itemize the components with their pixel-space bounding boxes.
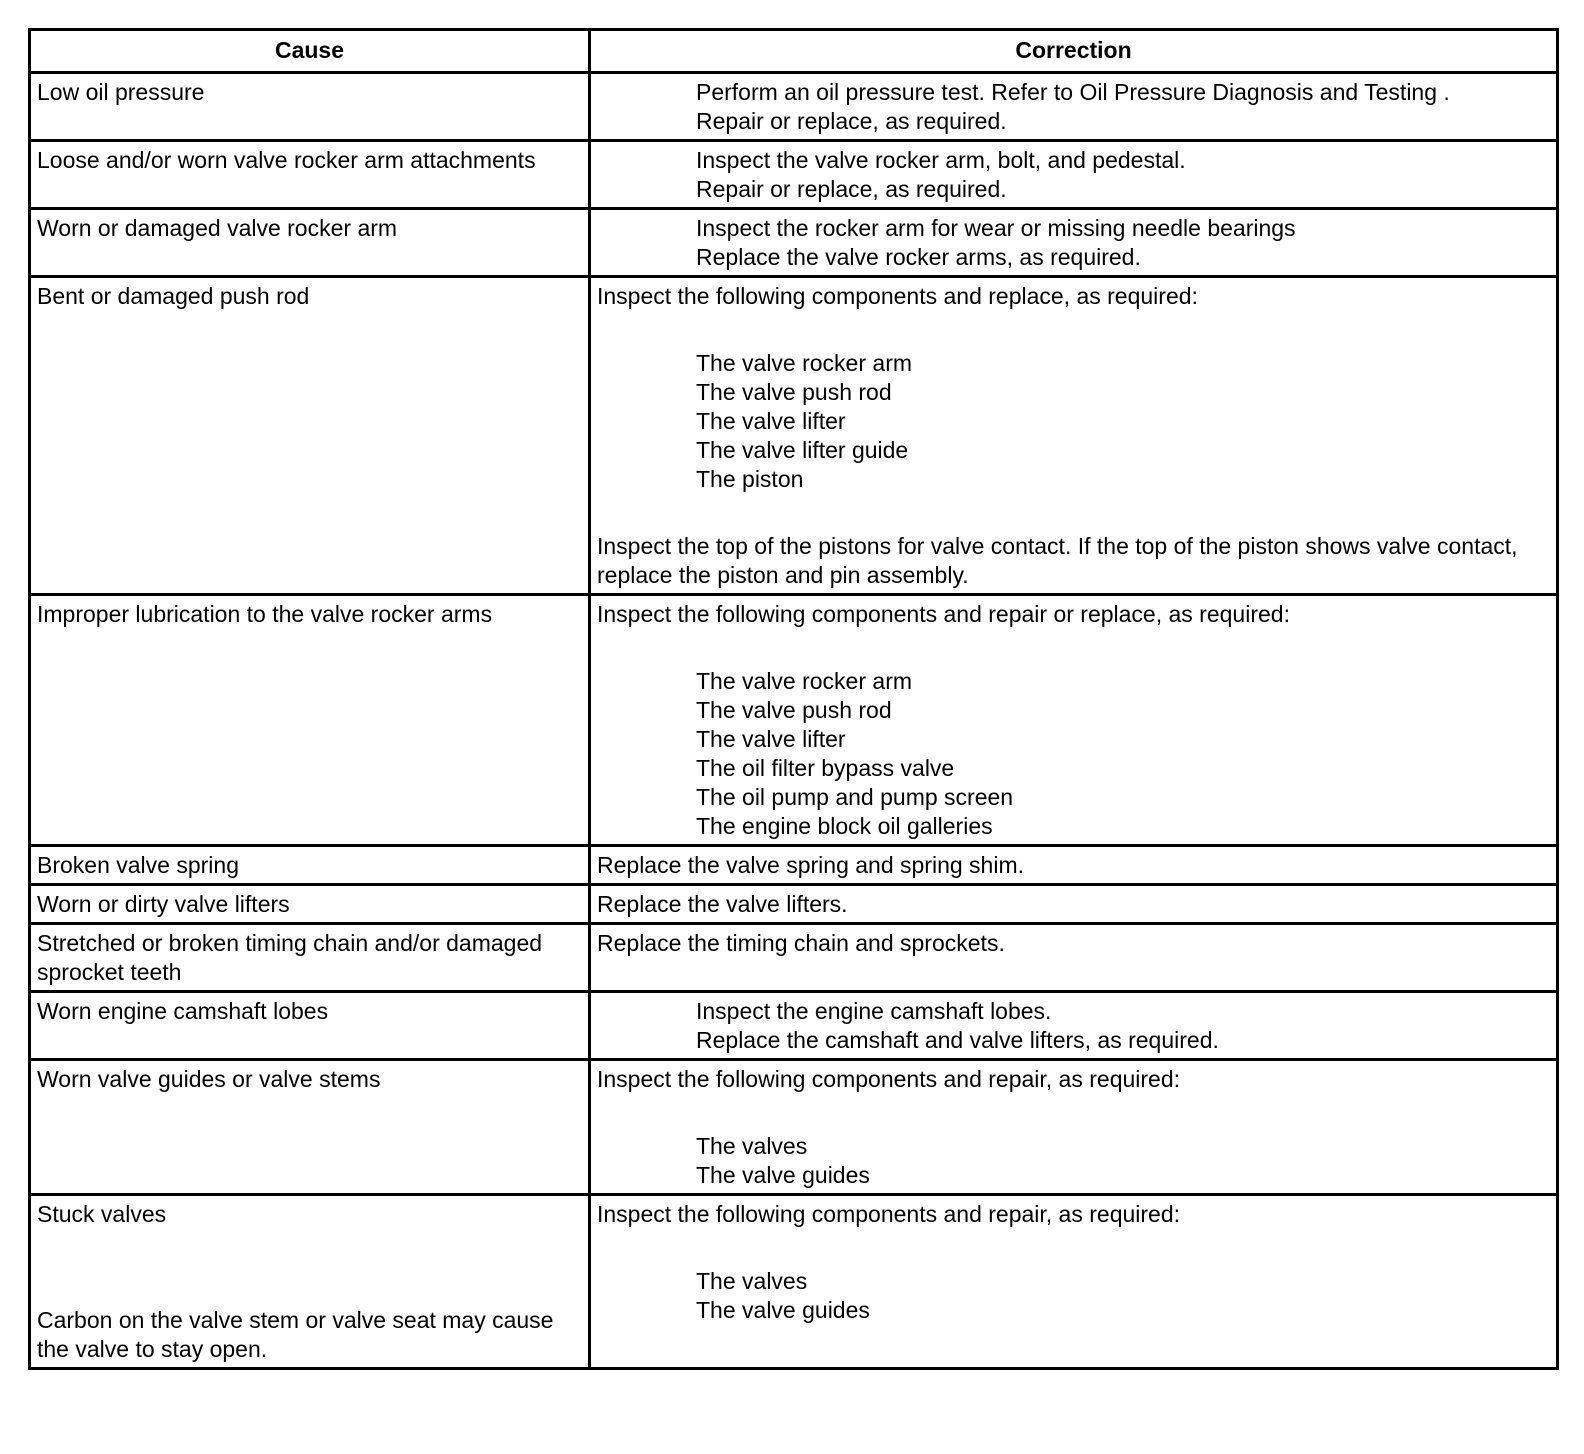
correction-text: Replace the timing chain and sprockets. bbox=[597, 930, 1005, 956]
component-item: The valve guides bbox=[696, 1297, 870, 1323]
cause-text: Improper lubrication to the valve rocker arms bbox=[37, 601, 493, 627]
cause-cell bbox=[30, 209, 590, 277]
correction-cell bbox=[590, 277, 1558, 595]
cause-cell bbox=[30, 885, 590, 924]
header-row bbox=[30, 30, 1558, 73]
cause-cell bbox=[30, 277, 590, 595]
component-item: The valve push rod bbox=[696, 379, 892, 405]
correction-step: Repair or replace, as required. bbox=[696, 108, 1007, 134]
correction-cell bbox=[590, 1060, 1558, 1195]
cause-cell bbox=[30, 141, 590, 209]
component-item: The valve lifter bbox=[696, 408, 846, 434]
component-item: The valve guides bbox=[696, 1162, 870, 1188]
table-row bbox=[30, 277, 1558, 595]
cause-cell bbox=[30, 595, 590, 846]
table-row bbox=[30, 595, 1558, 846]
correction-intro: Inspect the following components and repair, as required: bbox=[597, 1066, 1181, 1092]
table-row bbox=[30, 885, 1558, 924]
cause-note: Carbon on the valve stem or valve seat may cause the valve to stay open. bbox=[37, 1307, 554, 1362]
cause-text: Stretched or broken timing chain and/or damaged sprocket teeth bbox=[37, 930, 543, 985]
correction-cell bbox=[590, 209, 1558, 277]
correction-cell bbox=[590, 885, 1558, 924]
component-item: The valve lifter guide bbox=[696, 437, 909, 463]
correction-step: Inspect the engine camshaft lobes. bbox=[696, 998, 1052, 1024]
component-item: The piston bbox=[696, 466, 804, 492]
correction-cell bbox=[590, 992, 1558, 1060]
cause-text: Worn engine camshaft lobes bbox=[37, 998, 329, 1024]
component-item: The valve rocker arm bbox=[696, 350, 913, 376]
component-item: The oil pump and pump screen bbox=[696, 784, 1014, 810]
table-row bbox=[30, 73, 1558, 141]
cause-text: Worn or damaged valve rocker arm bbox=[37, 215, 398, 241]
component-item: The oil filter bypass valve bbox=[696, 755, 955, 781]
cause-text: Worn or dirty valve lifters bbox=[37, 891, 290, 917]
component-item: The valve push rod bbox=[696, 697, 892, 723]
correction-cell bbox=[590, 846, 1558, 885]
correction-step: Replace the camshaft and valve lifters, as required. bbox=[696, 1027, 1219, 1053]
correction-text: Replace the valve spring and spring shim. bbox=[597, 852, 1025, 878]
cause-cell bbox=[30, 992, 590, 1060]
table-row bbox=[30, 846, 1558, 885]
cause-text: Stuck valves bbox=[37, 1201, 167, 1227]
correction-intro: Inspect the following components and replace, as required: bbox=[597, 283, 1198, 309]
correction-intro: Inspect the following components and repair, as required: bbox=[597, 1201, 1181, 1227]
correction-cell bbox=[590, 1195, 1558, 1369]
cause-text: Loose and/or worn valve rocker arm attachments bbox=[37, 147, 536, 173]
table-row bbox=[30, 1195, 1558, 1369]
cause-text: Low oil pressure bbox=[37, 79, 205, 105]
correction-note: Inspect the top of the pistons for valve contact. If the top of the piston shows valve contact, replace the piston and pin assembly. bbox=[597, 533, 1518, 588]
cause-column-header: Cause bbox=[30, 30, 590, 73]
cause-cell bbox=[30, 1195, 590, 1369]
table-row bbox=[30, 141, 1558, 209]
cause-text: Broken valve spring bbox=[37, 852, 239, 878]
correction-cell bbox=[590, 73, 1558, 141]
table-row bbox=[30, 992, 1558, 1060]
component-item: The valves bbox=[696, 1133, 808, 1159]
table-row bbox=[30, 924, 1558, 992]
component-item: The valves bbox=[696, 1268, 808, 1294]
cause-text: Worn valve guides or valve stems bbox=[37, 1066, 381, 1092]
correction-step: Repair or replace, as required. bbox=[696, 176, 1007, 202]
correction-cell bbox=[590, 924, 1558, 992]
correction-step: Inspect the rocker arm for wear or missing needle bearings bbox=[696, 215, 1296, 241]
correction-step: Perform an oil pressure test. Refer to Oil Pressure Diagnosis and Testing . bbox=[696, 79, 1450, 105]
correction-intro: Inspect the following components and repair or replace, as required: bbox=[597, 601, 1290, 627]
component-item: The valve lifter bbox=[696, 726, 846, 752]
correction-cell bbox=[590, 141, 1558, 209]
cause-cell bbox=[30, 924, 590, 992]
component-item: The engine block oil galleries bbox=[696, 813, 993, 839]
correction-column-header: Correction bbox=[590, 30, 1558, 73]
correction-cell bbox=[590, 595, 1558, 846]
correction-text: Replace the valve lifters. bbox=[597, 891, 848, 917]
cause-cell bbox=[30, 846, 590, 885]
cause-cell bbox=[30, 1060, 590, 1195]
table-row bbox=[30, 1060, 1558, 1195]
diagnosis-table bbox=[28, 28, 1559, 1370]
correction-step: Inspect the valve rocker arm, bolt, and pedestal. bbox=[696, 147, 1186, 173]
correction-step: Replace the valve rocker arms, as required. bbox=[696, 244, 1141, 270]
cause-text: Bent or damaged push rod bbox=[37, 283, 310, 309]
cause-cell bbox=[30, 73, 590, 141]
table-row bbox=[30, 209, 1558, 277]
component-item: The valve rocker arm bbox=[696, 668, 913, 694]
